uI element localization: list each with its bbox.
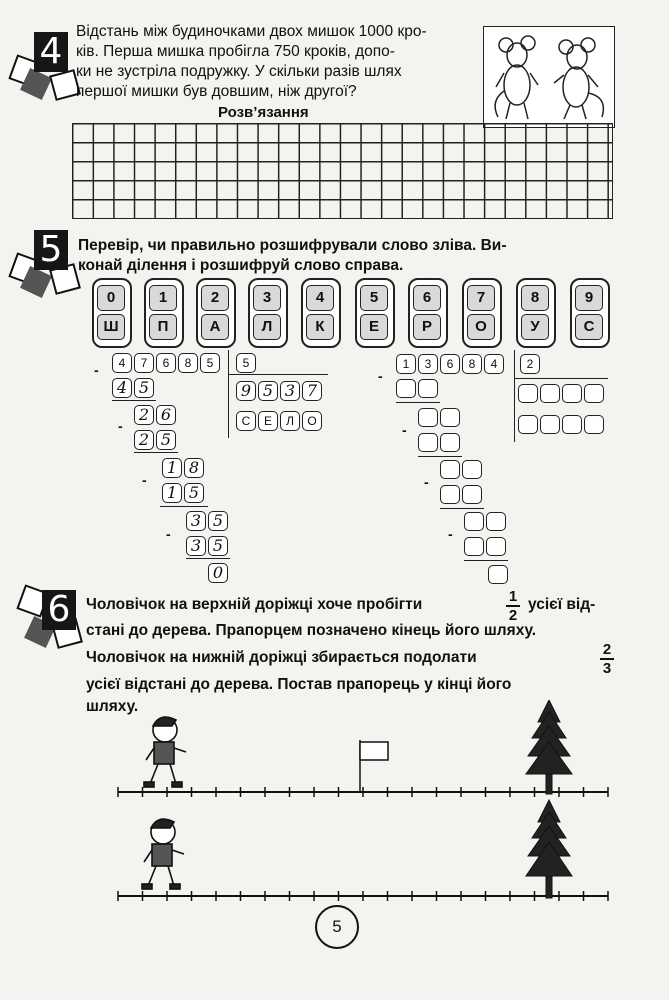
quotient-letter: О (302, 411, 322, 431)
answer-cell[interactable] (440, 485, 460, 504)
tree-icon (526, 700, 572, 794)
answer-cell[interactable] (440, 460, 460, 479)
step-digit: 8 (184, 458, 204, 478)
task-4-line: ків. Перша мишка пробігла 750 кроків, допо- (76, 43, 395, 60)
quotient-digit: 7 (302, 381, 322, 401)
subtraction-line (186, 558, 230, 559)
task-5-badge (10, 226, 80, 298)
answer-cell[interactable] (440, 408, 460, 427)
key-letter: С (575, 314, 603, 340)
quotient-letter: С (236, 411, 256, 431)
key-letter: О (467, 314, 495, 340)
task-4-line: Відстань між будиночками двох мишок 1000 кро- (76, 23, 427, 40)
answer-cell[interactable] (488, 565, 508, 584)
subtraction-line (440, 508, 484, 509)
answer-cell[interactable] (562, 415, 582, 434)
boy-runner-icon (142, 819, 184, 889)
code-key (462, 278, 502, 348)
step-digit: 2 (134, 405, 154, 425)
minus-sign: - (142, 472, 147, 488)
solution-heading: Розв’язання (218, 104, 309, 121)
code-key (196, 278, 236, 348)
answer-cell[interactable] (418, 408, 438, 427)
task-number: 5 (34, 230, 68, 270)
dividend-digit: 6 (156, 353, 176, 373)
answer-cell[interactable] (584, 415, 604, 434)
quotient-letter: Л (280, 411, 300, 431)
code-key (570, 278, 610, 348)
fraction-numerator: 1 (506, 588, 520, 607)
answer-cell[interactable] (464, 512, 484, 531)
solution-grid[interactable] (72, 123, 613, 219)
answer-cell[interactable] (518, 384, 538, 403)
task-4-text (76, 22, 486, 102)
step-digit: 6 (156, 405, 176, 425)
task-6-badge (14, 584, 84, 656)
step-digit: 3 (186, 511, 206, 531)
minus-sign: - (94, 362, 99, 378)
division-bar (514, 378, 608, 379)
answer-cell[interactable] (462, 485, 482, 504)
task-5-text (78, 236, 618, 276)
dividend-digit: 4 (484, 354, 504, 374)
dividend-digit: 8 (462, 354, 482, 374)
dividend-digit: 7 (134, 353, 154, 373)
key-letter: Е (360, 314, 388, 340)
task-6-text: Чоловічок на верхній доріжці хоче пробігти (86, 596, 423, 613)
minus-sign: - (118, 418, 123, 434)
subtraction-line (396, 402, 440, 403)
task-5-line: Перевір, чи правильно розшифрували слово зліва. Ви- (78, 237, 507, 254)
minus-sign: - (448, 526, 453, 542)
key-digit: 3 (253, 285, 281, 311)
dividend-digit: 1 (396, 354, 416, 374)
two-mice-illustration (483, 26, 615, 128)
key-digit: 7 (467, 285, 495, 311)
minus-sign: - (424, 474, 429, 490)
task-6-text: шляху. (86, 698, 139, 715)
dividend-digit: 3 (418, 354, 438, 374)
key-letter: Л (253, 314, 281, 340)
key-letter: А (201, 314, 229, 340)
answer-cell[interactable] (540, 384, 560, 403)
minus-sign: - (402, 422, 407, 438)
task-6-text: стані до дерева. Прапорцем позначено кінець його шляху. (86, 622, 537, 639)
code-key (355, 278, 395, 348)
code-key (516, 278, 556, 348)
key-digit: 9 (575, 285, 603, 311)
answer-cell[interactable] (540, 415, 560, 434)
key-digit: 8 (521, 285, 549, 311)
key-letter: П (149, 314, 177, 340)
quotient-digit: 3 (280, 381, 300, 401)
task-6-text: усієї відстані до дерева. Постав прапорець у кінці його (86, 676, 512, 693)
step-digit: 5 (208, 536, 228, 556)
key-digit: 1 (149, 285, 177, 311)
task-number: 6 (42, 590, 76, 630)
step-digit: 5 (208, 511, 228, 531)
dividend-digit: 6 (440, 354, 460, 374)
fraction-numerator: 2 (600, 641, 614, 660)
subtraction-line (112, 400, 156, 401)
minus-sign: - (166, 526, 171, 542)
key-letter: Ш (97, 314, 125, 340)
step-digit: 2 (134, 430, 154, 450)
quotient-digit: 5 (258, 381, 278, 401)
subtraction-line (134, 452, 178, 453)
answer-cell[interactable] (584, 384, 604, 403)
dividend-digit: 5 (200, 353, 220, 373)
task-number: 4 (34, 32, 68, 72)
fraction-denominator: 3 (602, 660, 612, 677)
division-bar (228, 350, 229, 438)
answer-cell[interactable] (396, 379, 416, 398)
step-digit: 5 (184, 483, 204, 503)
quotient-digit: 9 (236, 381, 256, 401)
flag-icon (360, 740, 388, 792)
quotient-letter: Е (258, 411, 278, 431)
step-digit: 1 (162, 458, 182, 478)
subtraction-line (160, 506, 208, 507)
divisor: 2 (520, 354, 540, 374)
dividend-digit: 4 (112, 353, 132, 373)
code-key (301, 278, 341, 348)
answer-cell[interactable] (418, 433, 438, 452)
key-digit: 4 (306, 285, 334, 311)
tracks-illustration (0, 700, 669, 910)
remainder-digit: 0 (208, 563, 228, 583)
answer-cell[interactable] (462, 460, 482, 479)
tree-icon (526, 800, 572, 898)
key-digit: 6 (413, 285, 441, 311)
answer-cell[interactable] (440, 433, 460, 452)
key-letter: У (521, 314, 549, 340)
subtraction-line (464, 560, 508, 561)
key-letter: К (306, 314, 334, 340)
key-digit: 2 (201, 285, 229, 311)
fraction-one-half (506, 588, 520, 624)
minus-sign: - (378, 368, 383, 384)
answer-cell[interactable] (518, 415, 538, 434)
division-bar (228, 374, 328, 375)
subtraction-line (418, 456, 462, 457)
step-digit: 4 (112, 378, 132, 398)
dividend-digit: 8 (178, 353, 198, 373)
answer-cell[interactable] (562, 384, 582, 403)
code-key (408, 278, 448, 348)
task-4-line: ки не зустріла подружку. У скільки разів шлях (76, 63, 402, 80)
task-4-line: першої мишки був довшим, ніж другої? (76, 83, 357, 100)
key-digit: 0 (97, 285, 125, 311)
task-6-line-1 (86, 595, 422, 615)
task-4-badge (10, 28, 80, 100)
page-number: 5 (315, 905, 359, 949)
step-digit: 5 (134, 378, 154, 398)
step-digit: 1 (162, 483, 182, 503)
fraction-two-thirds (600, 641, 614, 677)
fraction-denominator: 2 (508, 607, 518, 624)
key-letter: Р (413, 314, 441, 340)
divisor: 5 (236, 353, 256, 373)
task-6-text: Чоловічок на нижній доріжці збирається подолати (86, 649, 477, 666)
division-bar (514, 350, 515, 442)
boy-runner-icon (144, 717, 186, 787)
answer-cell[interactable] (486, 512, 506, 531)
step-digit: 5 (156, 430, 176, 450)
code-key (248, 278, 288, 348)
key-digit: 5 (360, 285, 388, 311)
task-5-line: конай ділення і розшифруй слово справа. (78, 257, 404, 274)
answer-cell[interactable] (464, 537, 484, 556)
code-key (144, 278, 184, 348)
task-6-text: усієї від- (528, 596, 596, 613)
answer-cell[interactable] (486, 537, 506, 556)
code-key (92, 278, 132, 348)
answer-cell[interactable] (418, 379, 438, 398)
step-digit: 3 (186, 536, 206, 556)
